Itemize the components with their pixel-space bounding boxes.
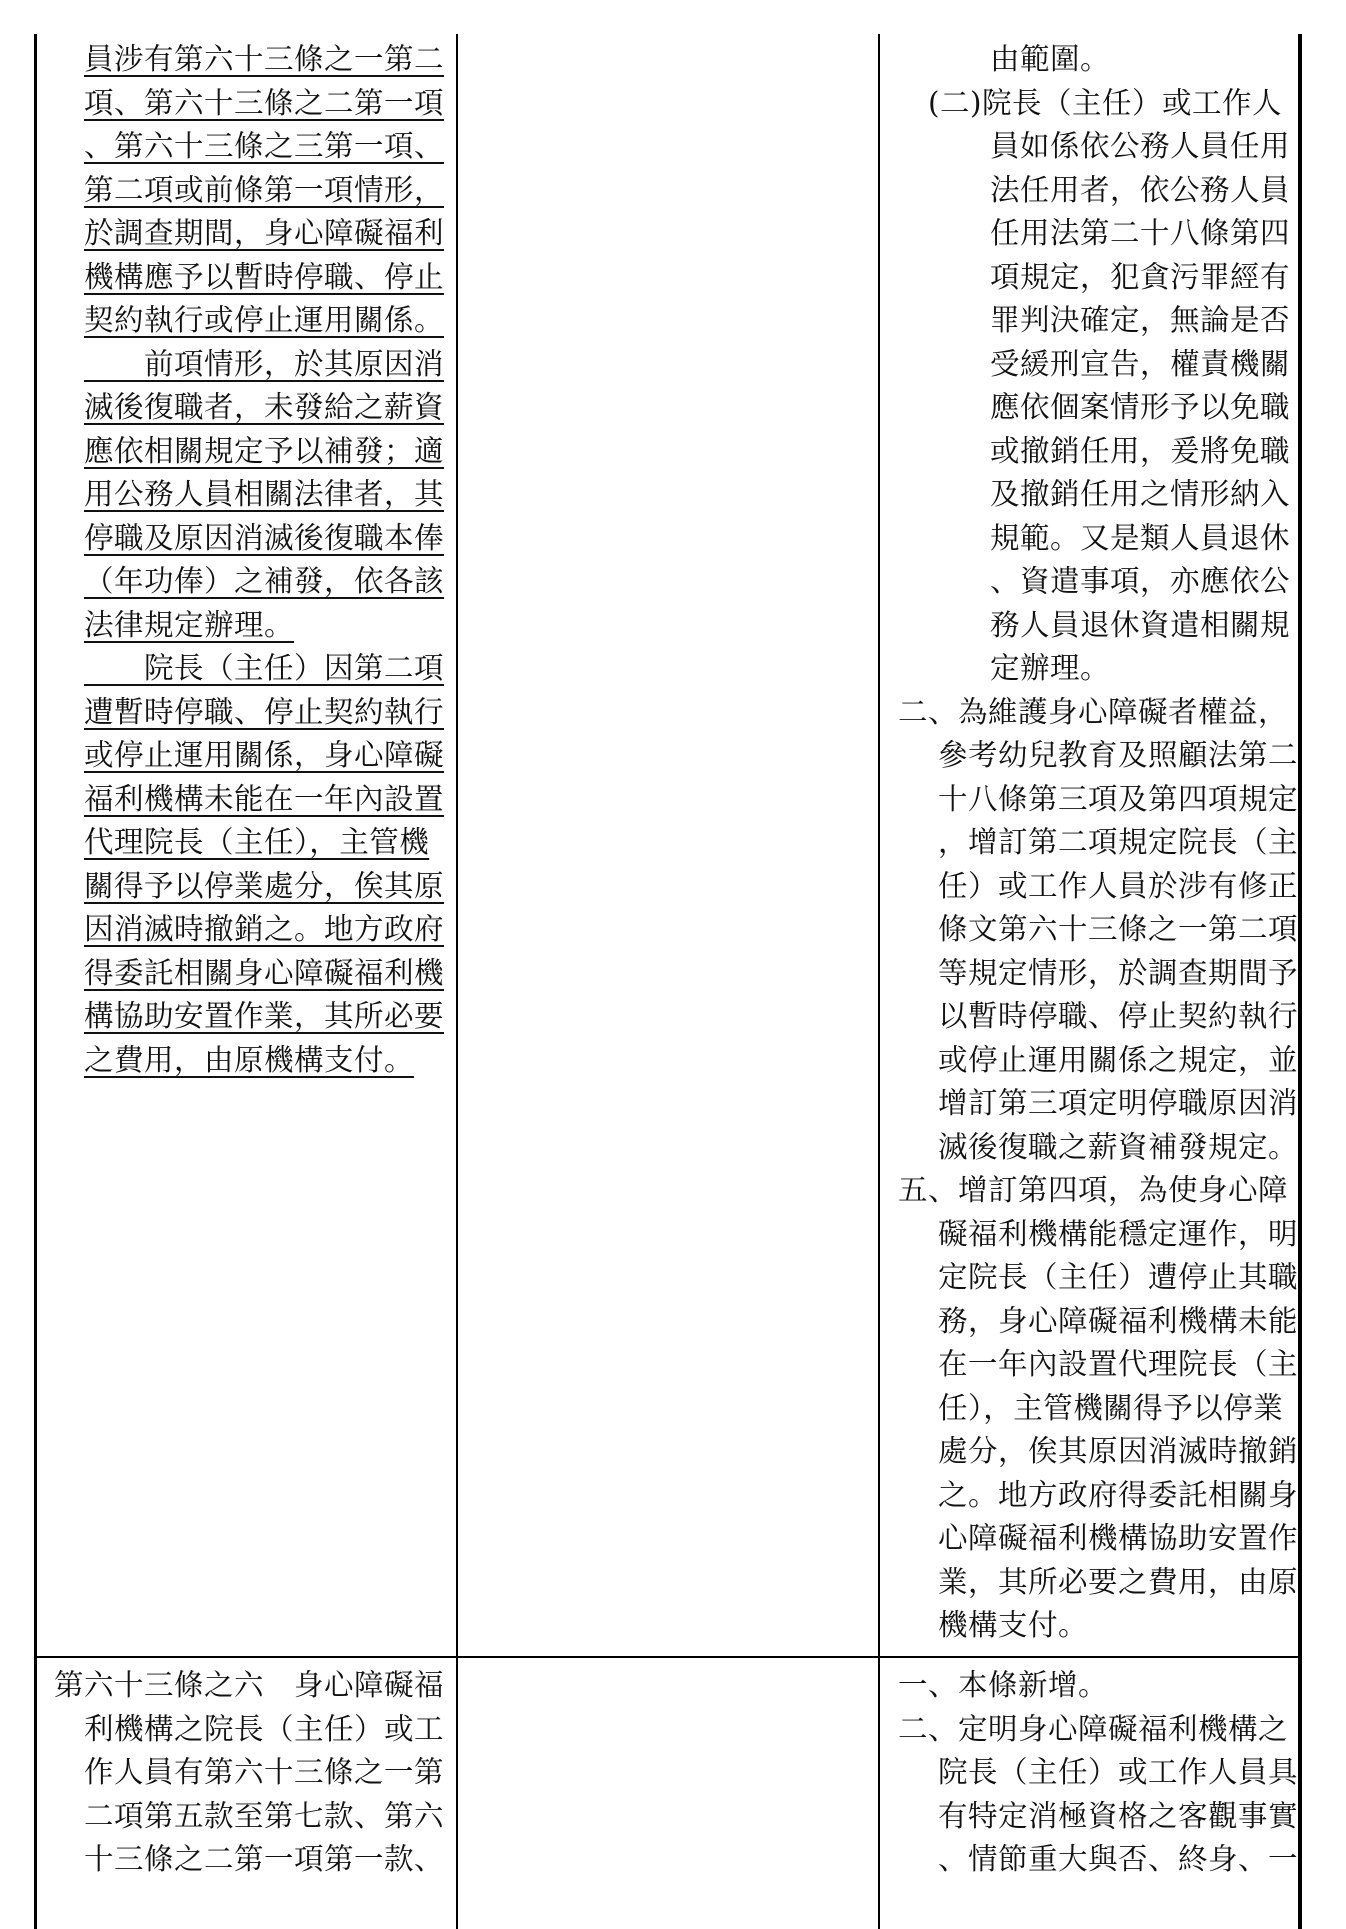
text-line: 等規定情形，於調查期間予 bbox=[938, 956, 1299, 990]
text-line: 定辦理。 bbox=[990, 651, 1111, 685]
column-divider-2 bbox=[878, 34, 880, 1929]
text-line: 之。地方政府得委託相關身 bbox=[938, 1478, 1299, 1512]
text-line: 之費用，由原機構支付。 bbox=[84, 1043, 415, 1077]
text-line: 法律規定辦理。 bbox=[84, 608, 295, 642]
text-line: 員涉有第六十三條之一第二 bbox=[84, 42, 445, 76]
text-line: 以暫時停職、停止契約執行 bbox=[938, 999, 1299, 1033]
text-line: 十八條第三項及第四項規定 bbox=[938, 782, 1299, 816]
text-line: 定院長（主任）遭停止其職 bbox=[938, 1260, 1299, 1294]
table-right-border bbox=[1298, 34, 1302, 1929]
text-line: 受緩刑宣告，權責機關 bbox=[990, 347, 1291, 381]
text-line: 代理院長（主任），主管機 bbox=[84, 825, 430, 859]
text-line: 作人員有第六十三條之一第 bbox=[84, 1755, 445, 1789]
text-line: 、第六十三條之三第一項、 bbox=[84, 129, 445, 163]
text-line: 參考幼兒教育及照顧法第二 bbox=[938, 738, 1299, 772]
text-line: 由範圍。 bbox=[990, 42, 1111, 76]
text-line: 機構應予以暫時停職、停止 bbox=[84, 260, 445, 294]
text-line: 關得予以停業處分，俟其原 bbox=[84, 869, 445, 903]
text-line: 任用法第二十八條第四 bbox=[990, 216, 1291, 250]
table-left-border bbox=[34, 34, 37, 1929]
text-line: 罪判決確定，無論是否 bbox=[990, 303, 1291, 337]
point-heading: 一、本條新增。 bbox=[898, 1668, 1109, 1702]
text-line: 業，其所必要之費用，由原 bbox=[938, 1565, 1299, 1599]
column-divider-1 bbox=[456, 34, 458, 1929]
text-line: 員如係依公務人員任用 bbox=[990, 129, 1291, 163]
text-line: 於調查期間，身心障礙福利 bbox=[84, 216, 445, 250]
text-line: 利機構之院長（主任）或工 bbox=[84, 1712, 445, 1746]
text-line: 條文第六十三條之一第二項 bbox=[938, 912, 1299, 946]
text-line: ，增訂第二項規定院長（主 bbox=[938, 825, 1299, 859]
text-line: 任），主管機關得予以停業 bbox=[938, 1391, 1284, 1425]
text-line: 礙福利機構能穩定運作，明 bbox=[938, 1217, 1299, 1251]
point-heading: 五、增訂第四項，為使身心障 bbox=[898, 1173, 1289, 1207]
text-line: 二項第五款至第七款、第六 bbox=[84, 1799, 445, 1833]
text-line: 滅後復職之薪資補發規定。 bbox=[938, 1130, 1299, 1164]
text-line: 或撤銷任用，爰將免職 bbox=[990, 434, 1291, 468]
text-line: 法任用者，依公務人員 bbox=[990, 173, 1291, 207]
text-line: 前項情形，於其原因消 bbox=[84, 347, 445, 381]
text-line: 、情節重大與否、終身、一 bbox=[938, 1842, 1299, 1876]
text-line: 項、第六十三條之二第一項 bbox=[84, 86, 445, 120]
text-line: 應依個案情形予以免職 bbox=[990, 390, 1291, 424]
text-line: 心障礙福利機構協助安置作 bbox=[938, 1521, 1299, 1555]
point-heading: 二、為維護身心障礙者權益， bbox=[898, 695, 1289, 729]
text-line: 有特定消極資格之客觀事實 bbox=[938, 1799, 1299, 1833]
text-line: 用公務人員相關法律者，其 bbox=[84, 477, 445, 511]
text-line: 十三條之二第一項第一款、 bbox=[84, 1842, 445, 1876]
text-line: 務，身心障礙福利機構未能 bbox=[938, 1304, 1299, 1338]
text-line: （年功俸）之補發，依各該 bbox=[84, 564, 445, 598]
row-divider bbox=[34, 1656, 1302, 1658]
point-heading: 二、定明身心障礙福利機構之 bbox=[898, 1712, 1289, 1746]
text-line: 院長（主任）因第二項 bbox=[84, 651, 445, 685]
text-line: 滅後復職者，未發給之薪資 bbox=[84, 390, 445, 424]
text-line: 第二項或前條第一項情形， bbox=[84, 173, 445, 207]
text-line: 及撤銷任用之情形納入 bbox=[990, 477, 1291, 511]
text-line: 規範。又是類人員退休 bbox=[990, 521, 1291, 555]
text-line: 應依相關規定予以補發；適 bbox=[84, 434, 445, 468]
text-line: 、資遣事項，亦應依公 bbox=[990, 564, 1291, 598]
text-line: 遭暫時停職、停止契約執行 bbox=[84, 695, 445, 729]
text-line: 機構支付。 bbox=[938, 1608, 1089, 1642]
text-line: 或停止運用關係之規定，並 bbox=[938, 1043, 1299, 1077]
text-line: 在一年內設置代理院長（主 bbox=[938, 1347, 1299, 1381]
text-line: 停職及原因消滅後復職本俸 bbox=[84, 521, 445, 555]
text-line: 構協助安置作業，其所必要 bbox=[84, 999, 445, 1033]
text-line: 增訂第三項定明停職原因消 bbox=[938, 1086, 1299, 1120]
text-line: 院長（主任）或工作人員具 bbox=[938, 1755, 1299, 1789]
text-line: 得委託相關身心障礙福利機 bbox=[84, 956, 445, 990]
text-line: 福利機構未能在一年內設置 bbox=[84, 782, 445, 816]
text-line: 或停止運用關係，身心障礙 bbox=[84, 738, 445, 772]
text-line: 務人員退休資遣相關規 bbox=[990, 608, 1291, 642]
text-line: 契約執行或停止運用關係。 bbox=[84, 303, 445, 337]
text-line: 項規定，犯貪污罪經有 bbox=[990, 260, 1291, 294]
text-line: 任）或工作人員於涉有修正 bbox=[938, 869, 1299, 903]
text-line: 處分，俟其原因消滅時撤銷 bbox=[938, 1434, 1299, 1468]
text-line: 因消滅時撤銷之。地方政府 bbox=[84, 912, 445, 946]
subitem-heading: (二)院長（主任）或工作人 bbox=[928, 86, 1283, 120]
article-heading: 第六十三條之六 身心障礙福 bbox=[54, 1668, 445, 1702]
